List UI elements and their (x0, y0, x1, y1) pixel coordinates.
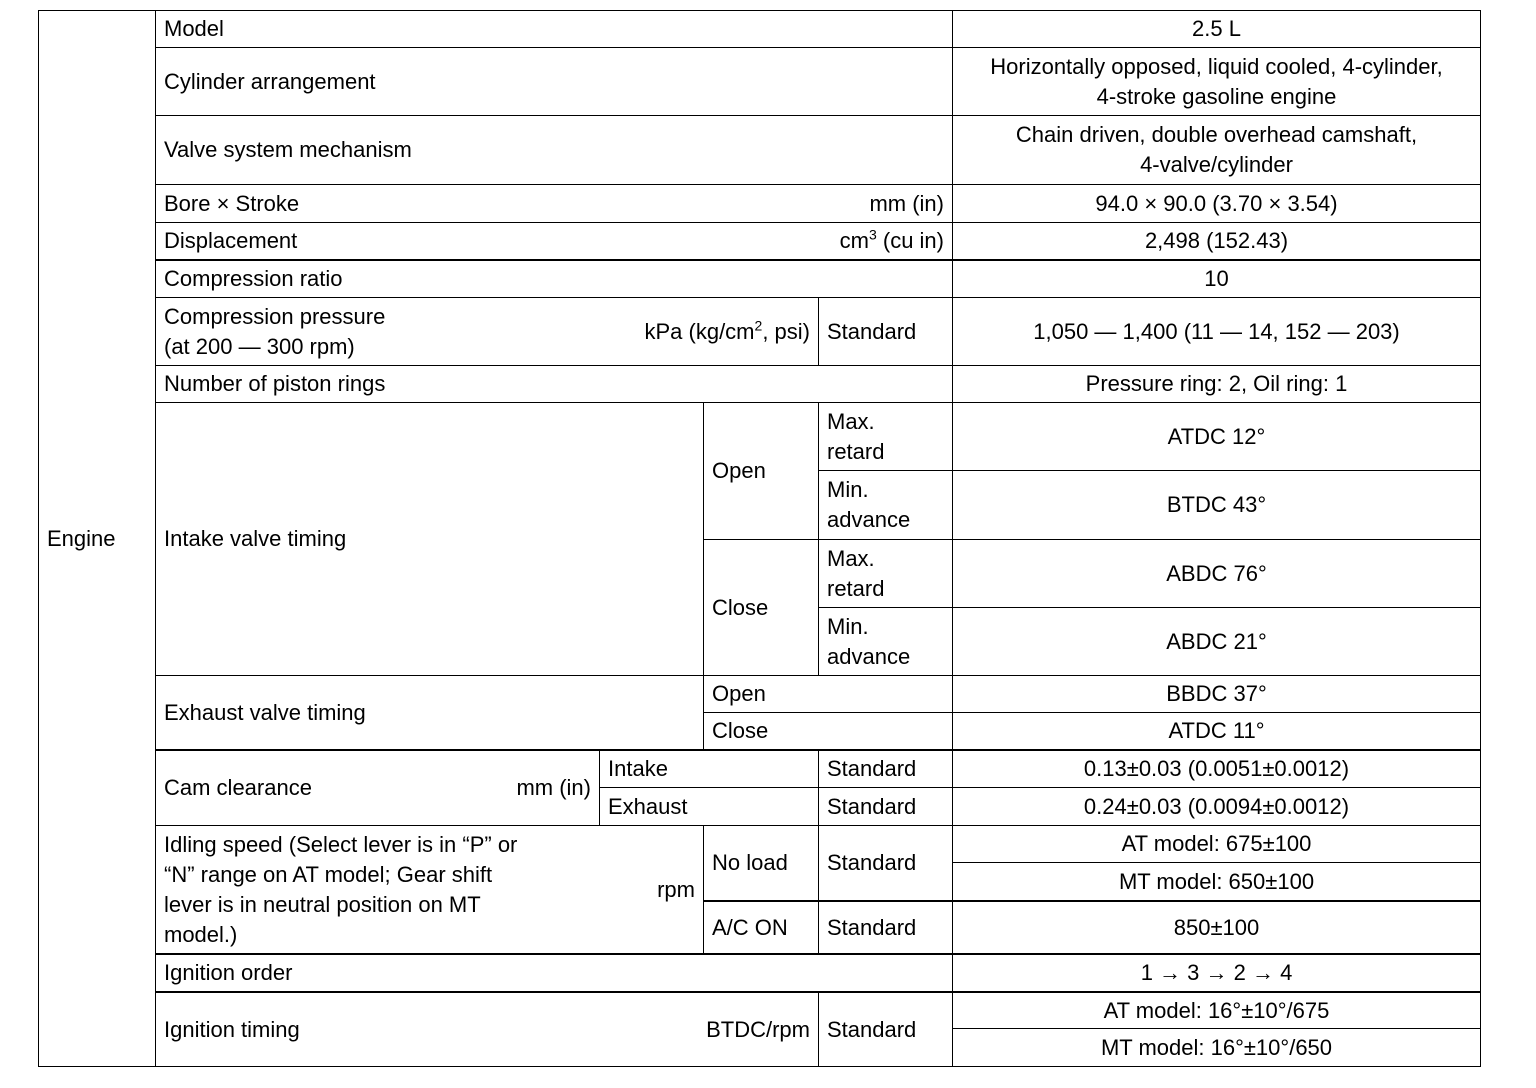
ignition-mt-value-cell (952, 1028, 1481, 1067)
idling-ac-value-cell (952, 900, 1481, 954)
displacement-unit: $cm^3$ (cu in) (839, 226, 944, 253)
cam-intake: Intake (608, 756, 668, 781)
intake-open-max-retard-cell (818, 402, 953, 471)
ignition-timing-label: Ignition timing (164, 1016, 300, 1042)
idling-line2: “N” range on AT model; Gear shift (164, 861, 493, 887)
cam-clearance-unit: mm (in) (516, 775, 591, 800)
compression-ratio-value-cell (952, 259, 1481, 298)
intake-close-min-value-cell (952, 607, 1481, 676)
cam-clearance-label: Cam clearance (164, 775, 312, 800)
compression-pressure-label (164, 302, 385, 362)
piston-rings-label-cell (155, 365, 953, 403)
ignition-timing-std-cell (818, 991, 953, 1067)
intake-close-min-advance-cell (818, 607, 953, 676)
compression-pressure-std-cell (818, 297, 953, 366)
idling-unit: rpm (657, 876, 695, 902)
intake-close: Close (712, 594, 769, 620)
valve-system-label-cell (155, 115, 953, 185)
intake-open: Open (712, 458, 766, 483)
idling-ac-on: A/C ON (712, 914, 788, 940)
exhaust-timing-label: Exhaust valve timing (164, 699, 366, 725)
compression-pressure-label-line2: (at 200 — 300 rpm) (164, 333, 355, 359)
exhaust-close-cell (703, 712, 953, 750)
cam-exhaust-value: 0.24±0.03 (0.0094±0.0012) (1083, 793, 1350, 819)
cam-clearance-label-cell (155, 749, 600, 826)
bore-value: 94.0 × 90.0 (3.70 × 3.54) (1095, 190, 1338, 216)
compression-pressure-unit: kPa ($kg/cm^2$, psi) (644, 317, 810, 344)
bore-value-cell (952, 184, 1481, 223)
valve-system-value-line1: Chain driven, double overhead camshaft, (1015, 122, 1418, 147)
bore-label: Bore × Stroke (164, 190, 300, 216)
compression-pressure-std: Standard (827, 318, 917, 344)
cam-exhaust-cell (599, 787, 819, 826)
ignition-mt-value: MT model: 16°±10°/650 (1100, 1034, 1333, 1060)
min-advance-line2: advance (827, 643, 911, 669)
idling-ac-on-cell (703, 900, 819, 954)
min-advance-line2: advance (827, 507, 911, 532)
ignition-timing-unit: BTDC/rpm (706, 1016, 810, 1042)
idling-no-load: No load (712, 850, 788, 875)
cam-intake-cell (599, 749, 819, 788)
exhaust-timing-label-cell (155, 675, 704, 750)
max-retard-line2: retard (827, 575, 885, 601)
displacement-value: 2,498 (152.43) (1144, 228, 1289, 253)
idling-at-value-cell (952, 825, 1481, 863)
cylinder-value-line2: 4-stroke gasoline engine (1096, 83, 1337, 109)
ignition-order-label: Ignition order (164, 960, 293, 985)
valve-system-value-line2: 4-valve/cylinder (1140, 152, 1293, 177)
max-retard-line1: Max. (827, 408, 875, 434)
displacement-label: Displacement (164, 228, 298, 253)
exhaust-open-value: BBDC 37° (1166, 681, 1267, 706)
idling-ac-value: 850±100 (1173, 914, 1260, 940)
cam-exhaust-std-cell (818, 787, 953, 826)
displacement-label-cell (155, 222, 953, 260)
compression-ratio-value: 10 (1204, 266, 1229, 291)
cam-exhaust-std: Standard (827, 793, 917, 819)
cam-intake-value-cell (952, 749, 1481, 788)
intake-open-min-advance-cell (818, 470, 953, 540)
max-retard-line2: retard (827, 438, 885, 464)
compression-ratio-label: Compression ratio (164, 266, 343, 291)
valve-system-value (1016, 120, 1417, 180)
compression-pressure-value: 1,050 — 1,400 (11 — 14, 152 — 203) (1033, 318, 1400, 344)
ignition-timing-label-cell (155, 991, 819, 1067)
cylinder-value-cell (952, 47, 1481, 116)
valve-system-value-cell (952, 115, 1481, 185)
idling-line1: Idling speed (Select lever is in “P” or (164, 831, 518, 857)
max-retard-line1: Max. (827, 545, 875, 571)
ignition-order-label-cell (155, 953, 953, 992)
intake-close-min-value: ABDC 21° (1166, 628, 1267, 654)
bore-label-cell (155, 184, 953, 223)
intake-open-min-value-cell (952, 470, 1481, 540)
model-label: Model (164, 16, 224, 41)
ignition-timing-std: Standard (827, 1016, 917, 1042)
bore-unit: mm (in) (869, 190, 944, 216)
idling-label-cell (155, 825, 704, 954)
idling-mt-value: MT model: 650±100 (1118, 868, 1315, 894)
model-label-cell (155, 10, 953, 48)
cylinder-label-cell (155, 47, 953, 116)
cylinder-label: Cylinder arrangement (164, 68, 376, 94)
cam-intake-std: Standard (827, 756, 917, 781)
section-label-cell (38, 10, 156, 1067)
ignition-at-value-cell (952, 991, 1481, 1029)
intake-timing-label: Intake valve timing (164, 526, 347, 551)
valve-system-label: Valve system mechanism (164, 137, 412, 162)
displacement-value-cell (952, 222, 1481, 260)
intake-open-max-value-cell (952, 402, 1481, 471)
exhaust-open-value-cell (952, 675, 1481, 713)
intake-close-max-retard-cell (818, 539, 953, 608)
intake-close-cell (703, 539, 819, 676)
piston-rings-label: Number of piston rings (164, 371, 386, 396)
compression-pressure-label-line1: Compression pressure (164, 303, 386, 329)
model-value: 2.5 L (1192, 16, 1241, 41)
idling-label (164, 830, 517, 950)
intake-open-cell (703, 402, 819, 540)
intake-timing-label-cell (155, 402, 704, 676)
intake-close-max-value: ABDC 76° (1166, 560, 1267, 586)
cylinder-value-line1: Horizontally opposed, liquid cooled, 4-cylinder, (990, 53, 1443, 79)
section-label: Engine (47, 525, 116, 551)
min-advance-line1: Min. (827, 613, 869, 639)
ignition-at-value: AT model: 16°±10°/675 (1103, 997, 1330, 1023)
idling-no-load-std-cell (818, 825, 953, 901)
idling-at-value: AT model: 675±100 (1121, 831, 1312, 856)
cylinder-value (990, 52, 1442, 112)
cam-intake-std-cell (818, 749, 953, 788)
exhaust-close-value-cell (952, 712, 1481, 750)
idling-ac-std-cell (818, 900, 953, 954)
exhaust-close: Close (712, 718, 769, 743)
min-advance-line1: Min. (827, 477, 869, 502)
intake-open-max-value: ATDC 12° (1167, 423, 1266, 449)
exhaust-open-cell (703, 675, 953, 713)
idling-no-load-std: Standard (827, 850, 917, 875)
intake-open-min-value: BTDC 43° (1166, 492, 1267, 517)
compression-pressure-value-cell (952, 297, 1481, 366)
compression-ratio-label-cell (155, 259, 953, 298)
idling-line4: model.) (164, 921, 238, 947)
piston-rings-value: Pressure ring: 2, Oil ring: 1 (1085, 371, 1348, 396)
piston-rings-value-cell (952, 365, 1481, 403)
idling-line3: lever is in neutral position on MT (164, 891, 481, 917)
idling-no-load-cell (703, 825, 819, 901)
ignition-order-value: 1 → 3 → 2 → 4 (1140, 960, 1293, 985)
model-value-cell (952, 10, 1481, 48)
compression-pressure-label-cell (155, 297, 819, 366)
exhaust-open: Open (712, 681, 766, 706)
idling-mt-value-cell (952, 862, 1481, 901)
exhaust-close-value: ATDC 11° (1168, 718, 1265, 743)
cam-intake-value: 0.13±0.03 (0.0051±0.0012) (1083, 756, 1350, 781)
intake-close-max-value-cell (952, 539, 1481, 608)
ignition-order-value-cell (952, 953, 1481, 992)
cam-exhaust-value-cell (952, 787, 1481, 826)
cam-exhaust: Exhaust (608, 793, 688, 819)
idling-ac-std: Standard (827, 914, 917, 940)
